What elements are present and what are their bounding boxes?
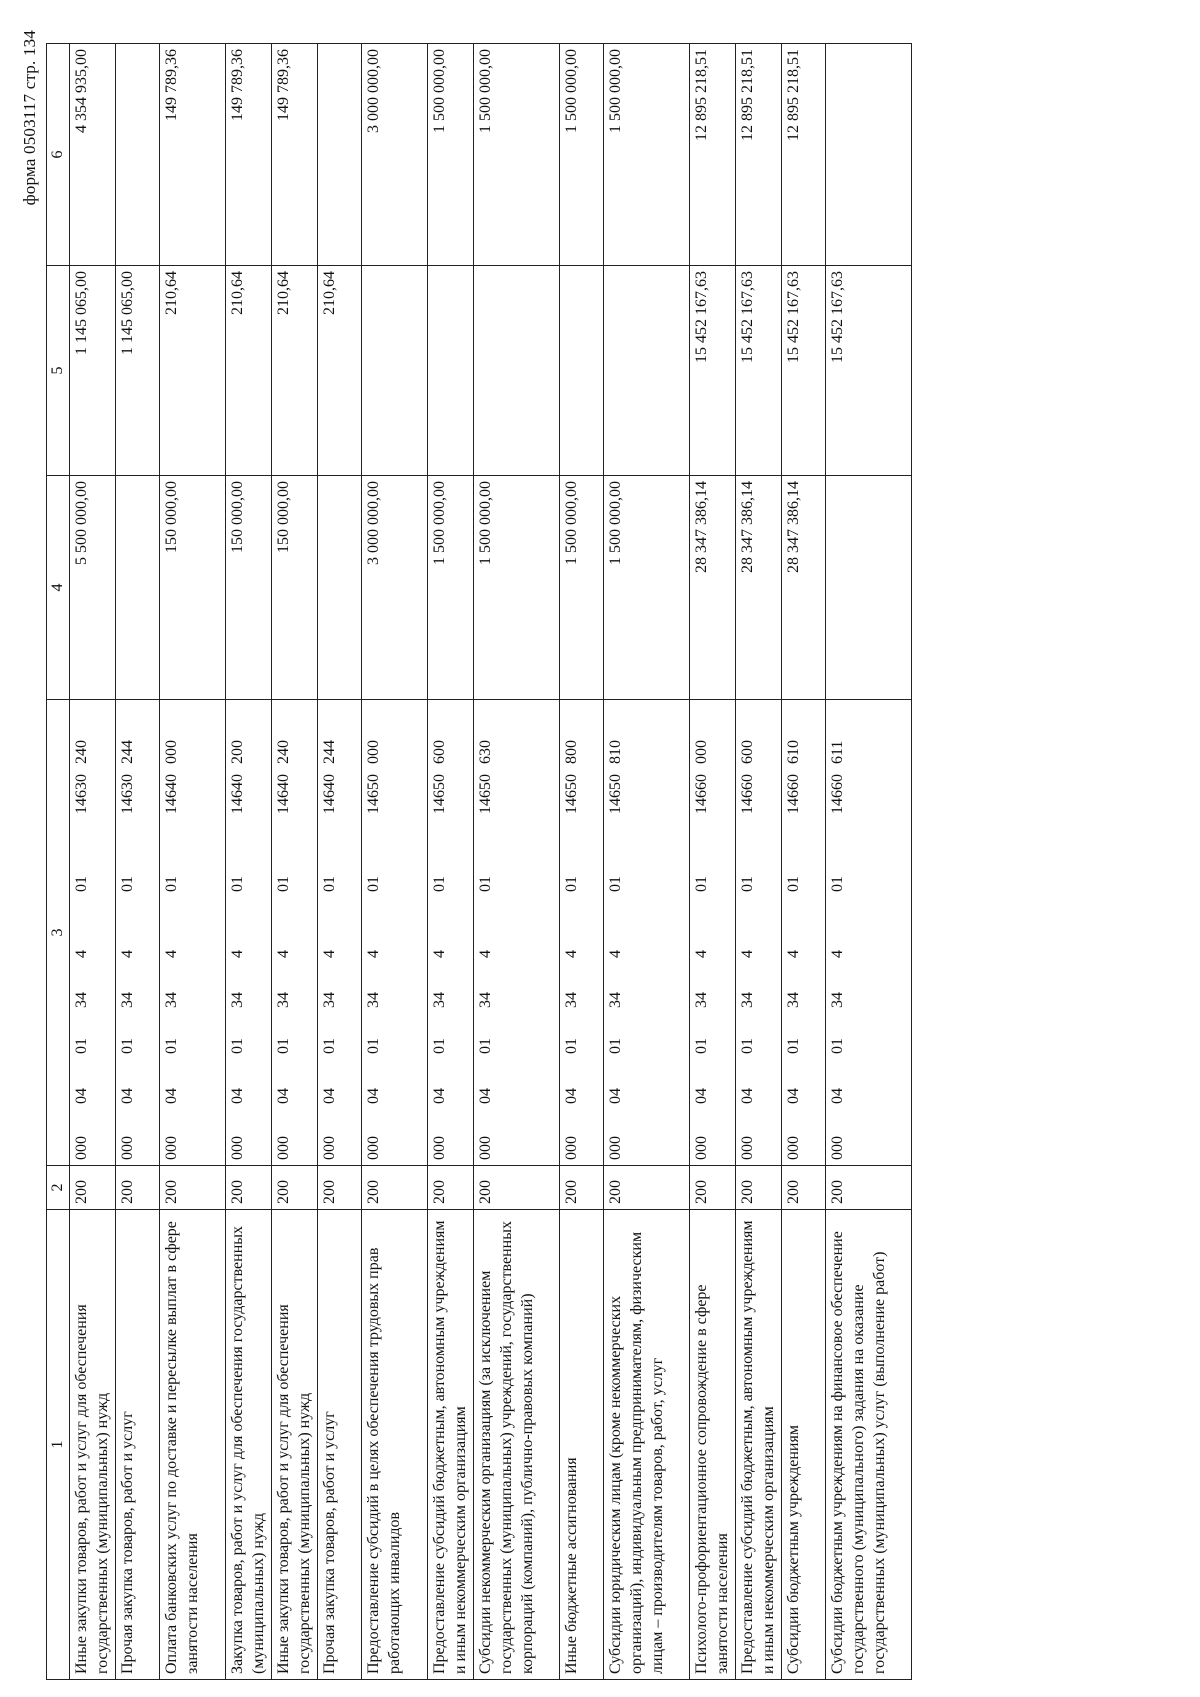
code-segment: 14640 <box>321 774 338 814</box>
row-line-code: 200 <box>362 1166 428 1210</box>
row-approved-amount <box>116 476 160 700</box>
row-unexecuted-amount: 12 895 218,51 <box>736 44 782 266</box>
row-approved-amount <box>318 476 362 700</box>
code-segment: 01 <box>829 876 846 892</box>
code-segment: 01 <box>365 1038 382 1054</box>
code-segment: 34 <box>607 992 624 1008</box>
form-label: форма 0503117 стр. 134 <box>20 30 39 206</box>
code-segment: 34 <box>563 992 580 1008</box>
code-segment: 000 <box>477 1136 494 1160</box>
row-executed-amount: 15 452 167,63 <box>736 266 782 476</box>
row-line-code: 200 <box>70 1166 116 1210</box>
code-segment: 4 <box>229 950 246 958</box>
row-executed-amount: 210,64 <box>272 266 318 476</box>
row-classification-code <box>318 700 362 1166</box>
row-classification-code <box>736 700 782 1166</box>
row-approved-amount: 28 347 386,14 <box>736 476 782 700</box>
code-segment: 34 <box>829 992 846 1008</box>
code-segment: 4 <box>163 950 180 958</box>
code-segments <box>227 705 248 1160</box>
row-line-code: 200 <box>226 1166 272 1210</box>
row-classification-code <box>160 700 226 1166</box>
row-unexecuted-amount: 149 789,36 <box>226 44 272 266</box>
code-segment: 14660 <box>785 774 802 814</box>
table-row <box>428 44 474 1680</box>
code-segment: 600 <box>739 740 756 764</box>
code-segment: 000 <box>829 1136 846 1160</box>
code-segment: 01 <box>785 1038 802 1054</box>
row-approved-amount: 150 000,00 <box>272 476 318 700</box>
code-segment: 01 <box>321 876 338 892</box>
code-segment: 4 <box>365 950 382 958</box>
code-segment: 34 <box>119 992 136 1008</box>
row-executed-amount: 1 145 065,00 <box>116 266 160 476</box>
row-line-code: 200 <box>116 1166 160 1210</box>
row-unexecuted-amount: 12 895 218,51 <box>690 44 736 266</box>
row-line-code: 200 <box>272 1166 318 1210</box>
row-unexecuted-amount: 12 895 218,51 <box>782 44 826 266</box>
code-segment: 000 <box>119 1136 136 1160</box>
code-segment: 4 <box>321 950 338 958</box>
code-segment: 14630 <box>73 774 90 814</box>
budget-table <box>46 43 912 1680</box>
row-name: Иные закупки товаров, работ и услуг для обеспечения государственных (муниципальных) нужд <box>272 1210 318 1680</box>
code-segment: 14630 <box>119 774 136 814</box>
row-classification-code <box>474 700 560 1166</box>
row-name: Иные бюджетные ассигнования <box>560 1210 604 1680</box>
code-segment: 14650 <box>365 774 382 814</box>
code-segment: 04 <box>365 1088 382 1104</box>
row-name: Предоставление субсидий бюджетным, автономным учреждениям и иным некоммерческим организациям <box>428 1210 474 1680</box>
code-segment: 01 <box>229 876 246 892</box>
code-segment: 01 <box>607 1038 624 1054</box>
code-segment: 01 <box>275 876 292 892</box>
code-segment: 000 <box>739 1136 756 1160</box>
code-segment: 000 <box>229 1136 246 1160</box>
code-segment: 14640 <box>275 774 292 814</box>
row-line-code: 200 <box>690 1166 736 1210</box>
code-segment: 34 <box>163 992 180 1008</box>
code-segment: 000 <box>163 740 180 764</box>
code-segment: 01 <box>119 876 136 892</box>
row-name: Субсидии некоммерческим организациям (за исключением государственных (муниципальных) учреждений, государственных корпораций (компаний), публично-правовых компаний) <box>474 1210 560 1680</box>
row-approved-amount: 28 347 386,14 <box>782 476 826 700</box>
table-row <box>226 44 272 1680</box>
code-segments <box>737 705 758 1160</box>
row-unexecuted-amount: 149 789,36 <box>272 44 318 266</box>
code-segment: 14640 <box>163 774 180 814</box>
code-segment: 14640 <box>229 774 246 814</box>
row-unexecuted-amount: 1 500 000,00 <box>474 44 560 266</box>
row-name: Закупка товаров, работ и услуг для обеспечения государственных (муниципальных) нужд <box>226 1210 272 1680</box>
code-segment: 01 <box>739 876 756 892</box>
row-line-code: 200 <box>736 1166 782 1210</box>
code-segment: 4 <box>119 950 136 958</box>
row-unexecuted-amount <box>116 44 160 266</box>
row-classification-code <box>826 700 912 1166</box>
code-segment: 01 <box>785 876 802 892</box>
row-line-code: 200 <box>782 1166 826 1210</box>
row-line-code: 200 <box>560 1166 604 1210</box>
row-unexecuted-amount: 3 000 000,00 <box>362 44 428 266</box>
code-segment: 01 <box>477 876 494 892</box>
code-segment: 04 <box>275 1088 292 1104</box>
row-approved-amount: 3 000 000,00 <box>362 476 428 700</box>
code-segment: 34 <box>365 992 382 1008</box>
code-segment: 611 <box>829 740 846 764</box>
table-row <box>736 44 782 1680</box>
code-segment: 14650 <box>563 774 580 814</box>
row-name: Иные закупки товаров, работ и услуг для обеспечения государственных (муниципальных) нужд <box>70 1210 116 1680</box>
code-segments <box>429 705 450 1160</box>
row-unexecuted-amount: 4 354 935,00 <box>70 44 116 266</box>
row-executed-amount <box>474 266 560 476</box>
code-segment: 01 <box>119 1038 136 1054</box>
code-segment: 04 <box>73 1088 90 1104</box>
row-name: Психолого-профориентационное сопровождение в сфере занятости населения <box>690 1210 736 1680</box>
code-segments <box>363 705 384 1160</box>
code-segment: 4 <box>477 950 494 958</box>
code-segment: 04 <box>477 1088 494 1104</box>
row-unexecuted-amount: 1 500 000,00 <box>560 44 604 266</box>
code-segments <box>71 705 92 1160</box>
code-segment: 000 <box>321 1136 338 1160</box>
code-segment: 000 <box>785 1136 802 1160</box>
table-row <box>116 44 160 1680</box>
code-segment: 14650 <box>607 774 624 814</box>
code-segments <box>605 705 626 1160</box>
row-approved-amount: 28 347 386,14 <box>690 476 736 700</box>
row-line-code: 200 <box>160 1166 226 1210</box>
code-segment: 000 <box>365 1136 382 1160</box>
row-name: Предоставление субсидий бюджетным, автономным учреждениям и иным некоммерческим организациям <box>736 1210 782 1680</box>
row-approved-amount: 1 500 000,00 <box>474 476 560 700</box>
row-name: Субсидии бюджетным учреждениям на финансовое обеспечение государственного (муниципального) задания на оказание государственных (муниципальных) услуг (выполнение работ) <box>826 1210 912 1680</box>
code-segment: 01 <box>693 876 710 892</box>
code-segments <box>561 705 582 1160</box>
code-segments <box>319 705 340 1160</box>
code-segment: 01 <box>229 1038 246 1054</box>
row-executed-amount: 1 145 065,00 <box>70 266 116 476</box>
table-row <box>826 44 912 1680</box>
code-segment: 01 <box>431 1038 448 1054</box>
row-classification-code <box>362 700 428 1166</box>
code-segment: 4 <box>563 950 580 958</box>
table-row <box>782 44 826 1680</box>
code-segment: 04 <box>119 1088 136 1104</box>
code-segment: 04 <box>229 1088 246 1104</box>
code-segment: 810 <box>607 740 624 764</box>
code-segment: 04 <box>829 1088 846 1104</box>
table-row <box>362 44 428 1680</box>
code-segment: 01 <box>739 1038 756 1054</box>
row-name: Прочая закупка товаров, работ и услуг <box>318 1210 362 1680</box>
row-classification-code <box>690 700 736 1166</box>
code-segment: 000 <box>365 740 382 764</box>
code-segments <box>161 705 182 1160</box>
code-segment: 4 <box>829 950 846 958</box>
row-classification-code <box>560 700 604 1166</box>
row-executed-amount: 210,64 <box>318 266 362 476</box>
row-unexecuted-amount: 149 789,36 <box>160 44 226 266</box>
row-name: Предоставление субсидий в целях обеспечения трудовых прав работающих инвалидов <box>362 1210 428 1680</box>
row-unexecuted-amount: 1 500 000,00 <box>428 44 474 266</box>
code-segment: 01 <box>431 876 448 892</box>
row-line-code: 200 <box>318 1166 362 1210</box>
code-segment: 4 <box>785 950 802 958</box>
table-row <box>272 44 318 1680</box>
code-segment: 000 <box>163 1136 180 1160</box>
row-classification-code <box>116 700 160 1166</box>
row-executed-amount: 15 452 167,63 <box>690 266 736 476</box>
code-segment: 04 <box>693 1088 710 1104</box>
code-segment: 000 <box>693 740 710 764</box>
code-segment: 000 <box>563 1136 580 1160</box>
row-classification-code <box>226 700 272 1166</box>
code-segment: 04 <box>739 1088 756 1104</box>
row-name: Оплата банковских услуг по доставке и пересылке выплат в сфере занятости населения <box>160 1210 226 1680</box>
row-approved-amount: 5 500 000,00 <box>70 476 116 700</box>
row-unexecuted-amount <box>826 44 912 266</box>
column-header-2: 2 <box>47 1166 70 1210</box>
code-segment: 4 <box>607 950 624 958</box>
code-segment: 240 <box>73 740 90 764</box>
code-segments <box>691 705 712 1160</box>
code-segment: 34 <box>275 992 292 1008</box>
row-approved-amount: 1 500 000,00 <box>560 476 604 700</box>
code-segment: 000 <box>73 1136 90 1160</box>
row-classification-code <box>428 700 474 1166</box>
column-header-5: 5 <box>47 266 70 476</box>
row-executed-amount <box>560 266 604 476</box>
table-row <box>690 44 736 1680</box>
code-segment: 34 <box>785 992 802 1008</box>
code-segment: 34 <box>73 992 90 1008</box>
code-segment: 610 <box>785 740 802 764</box>
table-row <box>318 44 362 1680</box>
column-header-4: 4 <box>47 476 70 700</box>
code-segment: 600 <box>431 740 448 764</box>
row-executed-amount: 15 452 167,63 <box>782 266 826 476</box>
code-segment: 34 <box>739 992 756 1008</box>
row-name: Субсидии юридическим лицам (кроме некоммерческих организаций), индивидуальным предпринимателям, физическим лицам – производителям товаров, работ, услуг <box>604 1210 690 1680</box>
code-segment: 01 <box>477 1038 494 1054</box>
code-segment: 4 <box>275 950 292 958</box>
code-segment: 01 <box>163 876 180 892</box>
code-segment: 01 <box>563 1038 580 1054</box>
code-segment: 000 <box>275 1136 292 1160</box>
row-approved-amount: 1 500 000,00 <box>604 476 690 700</box>
row-name: Прочая закупка товаров, работ и услуг <box>116 1210 160 1680</box>
column-header-3: 3 <box>47 700 70 1166</box>
code-segment: 630 <box>477 740 494 764</box>
code-segment: 01 <box>73 876 90 892</box>
code-segment: 14660 <box>829 774 846 814</box>
code-segment: 4 <box>431 950 448 958</box>
column-header-6: 6 <box>47 44 70 266</box>
code-segment: 01 <box>73 1038 90 1054</box>
row-approved-amount <box>826 476 912 700</box>
row-line-code: 200 <box>604 1166 690 1210</box>
code-segment: 000 <box>431 1136 448 1160</box>
code-segment: 01 <box>829 1038 846 1054</box>
code-segment: 04 <box>785 1088 802 1104</box>
row-line-code: 200 <box>428 1166 474 1210</box>
row-unexecuted-amount <box>318 44 362 266</box>
code-segment: 04 <box>163 1088 180 1104</box>
code-segments <box>475 705 496 1160</box>
code-segment: 000 <box>693 1136 710 1160</box>
code-segments <box>117 705 138 1160</box>
code-segment: 01 <box>563 876 580 892</box>
row-approved-amount: 150 000,00 <box>160 476 226 700</box>
row-classification-code <box>272 700 318 1166</box>
code-segment: 04 <box>563 1088 580 1104</box>
code-segment: 800 <box>563 740 580 764</box>
code-segment: 244 <box>119 740 136 764</box>
code-segment: 04 <box>321 1088 338 1104</box>
row-executed-amount <box>362 266 428 476</box>
code-segment: 01 <box>321 1038 338 1054</box>
code-segment: 244 <box>321 740 338 764</box>
row-executed-amount <box>604 266 690 476</box>
column-header-row <box>47 44 70 1680</box>
code-segment: 01 <box>365 876 382 892</box>
table-row <box>474 44 560 1680</box>
column-header-1: 1 <box>47 1210 70 1680</box>
code-segment: 04 <box>607 1088 624 1104</box>
row-name: Субсидии бюджетным учреждениям <box>782 1210 826 1680</box>
code-segment: 34 <box>321 992 338 1008</box>
code-segment: 000 <box>607 1136 624 1160</box>
row-executed-amount: 210,64 <box>226 266 272 476</box>
code-segment: 04 <box>431 1088 448 1104</box>
code-segment: 14660 <box>739 774 756 814</box>
row-classification-code <box>782 700 826 1166</box>
code-segment: 240 <box>275 740 292 764</box>
row-executed-amount: 15 452 167,63 <box>826 266 912 476</box>
row-approved-amount: 1 500 000,00 <box>428 476 474 700</box>
code-segment: 34 <box>229 992 246 1008</box>
row-line-code: 200 <box>474 1166 560 1210</box>
code-segment: 200 <box>229 740 246 764</box>
table-row <box>160 44 226 1680</box>
code-segments <box>273 705 294 1160</box>
row-line-code: 200 <box>826 1166 912 1210</box>
code-segment: 4 <box>693 950 710 958</box>
code-segment: 01 <box>163 1038 180 1054</box>
code-segments <box>783 705 804 1160</box>
row-approved-amount: 150 000,00 <box>226 476 272 700</box>
code-segment: 14660 <box>693 774 710 814</box>
code-segment: 14650 <box>431 774 448 814</box>
table-row <box>604 44 690 1680</box>
row-classification-code <box>70 700 116 1166</box>
table-row <box>70 44 116 1680</box>
row-classification-code <box>604 700 690 1166</box>
row-executed-amount: 210,64 <box>160 266 226 476</box>
code-segment: 4 <box>739 950 756 958</box>
code-segment: 01 <box>607 876 624 892</box>
code-segment: 01 <box>275 1038 292 1054</box>
code-segment: 34 <box>477 992 494 1008</box>
row-executed-amount <box>428 266 474 476</box>
table-row <box>560 44 604 1680</box>
code-segment: 4 <box>73 950 90 958</box>
code-segments <box>827 705 848 1160</box>
code-segment: 01 <box>693 1038 710 1054</box>
code-segment: 34 <box>431 992 448 1008</box>
row-unexecuted-amount: 1 500 000,00 <box>604 44 690 266</box>
code-segment: 14650 <box>477 774 494 814</box>
code-segment: 34 <box>693 992 710 1008</box>
